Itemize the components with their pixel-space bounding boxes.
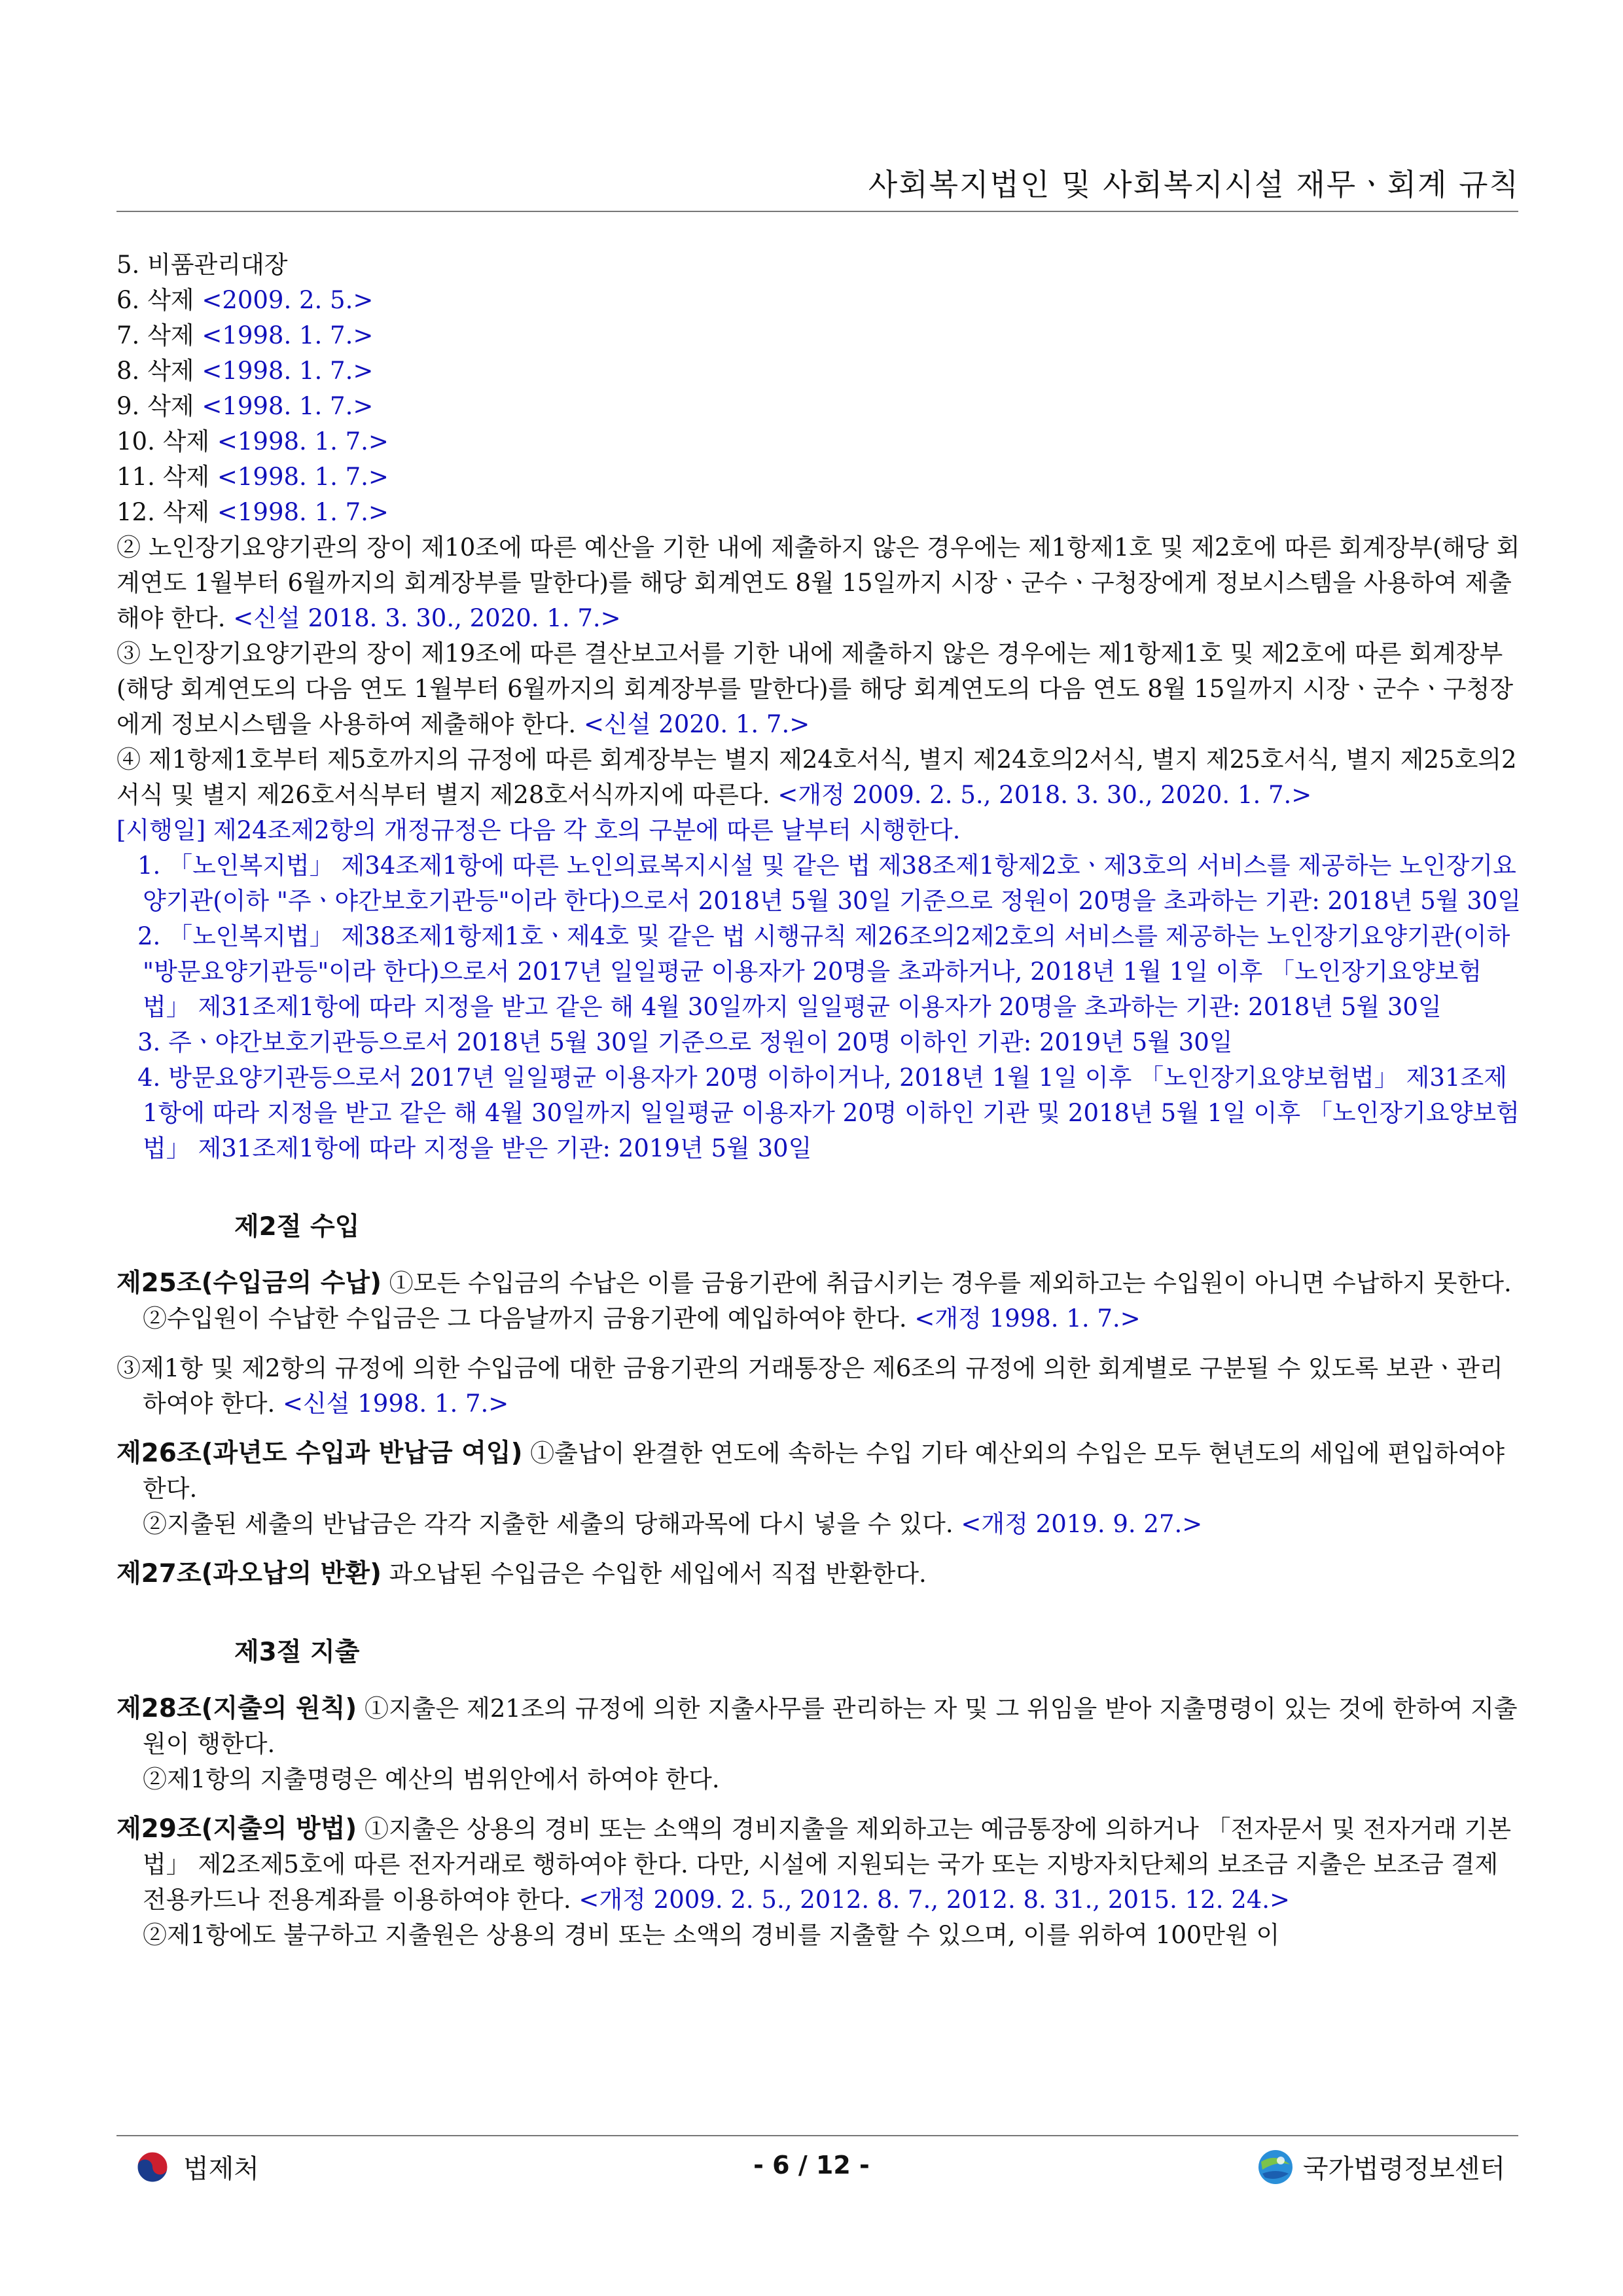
law-center-logo-icon xyxy=(1257,2149,1294,2185)
paragraph-3: ③ 노인장기요양기관의 장이 제19조에 따른 결산보고서를 기한 내에 제출하지 않은 경우에는 제1항제1호 및 제2호에 따른 회계장부(해당 회계연도의 다음 연도 1월부터 6월까지의 회계장부를 말한다)를 해당 회계연도의 다음 연도 8월 15일까지 시장ㆍ군수ㆍ구청장에게 정보시스템을 사용하여 제출해야 한다. <신설 2020. 1. 7.> xyxy=(116,639,1514,738)
amendment-note: <신설 2020. 1. 7.> xyxy=(583,710,810,738)
article-heading: 제27조(과오납의 반환) xyxy=(116,1559,382,1588)
article-paragraph: ③제1항 및 제2항의 규정에 의한 수입금에 대한 금융기관의 거래통장은 제6조의 규정에 의한 회계별로 구분될 수 있도록 보관ㆍ관리하여야 한다. <신설 1998. 1. 7.> xyxy=(116,1354,1503,1418)
enforcement-item: 4. 방문요양기관등으로서 2017년 일일평균 이용자가 20명 이하이거나, 2018년 1월 1일 이후 「노인장기요양보험법」 제31조제1항에 따라 지정을 받고 같은 해 4월 30일까지 일일평균 이용자가 20명 이하인 기관 및 2018년 5월 1일 이후 「노인장기요양보험법」 제31조제1항에 따라 지정을 받은 기관: 2019년 5월 30일 xyxy=(137,1064,1520,1162)
section-title: 제3절 지출 xyxy=(234,1638,360,1667)
article-25: 제25조(수입금의 수납) ①모든 수입금의 수납은 이를 금융기관에 취급시키는 경우를 제외하고는 수입원이 아니면 수납하지 못한다. xyxy=(116,1268,1512,1298)
article-29: 제29조(지출의 방법) ①지출은 상용의 경비 또는 소액의 경비지출을 제외하고는 예금통장에 의하거나 「전자문서 및 전자거래 기본법」 제2조제5호에 따른 전자거래로 행하여야 한다. 다만, 시설에 지원되는 국가 또는 지방자치단체의 보조금 지출은 보조금 결제 전용카드나 전용계좌를 이용하여야 한다. <개정 2009. 2. 5., 2012. 8. 7., 2012. 8. 31., 2015. 12. 24.> xyxy=(116,1814,1512,1914)
article-28: 제28조(지출의 원칙) ①지출은 제21조의 규정에 의한 지출사무를 관리하는 자 및 그 위임을 받아 지출명령이 있는 것에 한하여 지출원이 행한다. xyxy=(116,1694,1518,1758)
document-header-title: 사회복지법인 및 사회복지시설 재무ㆍ회계 규칙 xyxy=(868,167,1520,202)
footer-divider xyxy=(116,2135,1518,2136)
enforcement-date-title: [시행일] 제24조제2항의 개정규정은 다음 각 호의 구분에 따른 날부터 시행한다. xyxy=(116,816,961,844)
article-heading: 제28조(지출의 원칙) xyxy=(116,1694,357,1723)
amendment-note: <개정 2009. 2. 5., 2012. 8. 7., 2012. 8. 31., 2015. 12. 24.> xyxy=(579,1886,1291,1914)
amendment-note: <1998. 1. 7.> xyxy=(217,498,389,526)
paragraph-4: ④ 제1항제1호부터 제5호까지의 규정에 따른 회계장부는 별지 제24호서식, 별지 제24호의2서식, 별지 제25호서식, 별지 제25호의2서식 및 별지 제26호서식부터 별지 제28호서식까지에 따른다. <개정 2009. 2. 5., 2018. 3. 30., 2020. 1. 7.> xyxy=(116,745,1517,809)
paragraph-2: ② 노인장기요양기관의 장이 제10조에 따른 예산을 기한 내에 제출하지 않은 경우에는 제1항제1호 및 제2호에 따른 회계장부(해당 회계연도 1월부터 6월까지의 회계장부를 말한다)를 해당 회계연도 8월 15일까지 시장ㆍ군수ㆍ구청장에게 정보시스템을 사용하여 제출해야 한다. <신설 2018. 3. 30., 2020. 1. 7.> xyxy=(116,533,1520,632)
amendment-note: <1998. 1. 7.> xyxy=(217,463,389,491)
amendment-note: <개정 1998. 1. 7.> xyxy=(914,1304,1141,1333)
amendment-note: <2009. 2. 5.> xyxy=(202,286,374,314)
list-item: 7. 삭제 <1998. 1. 7.> xyxy=(116,321,374,350)
list-item: 9. 삭제 <1998. 1. 7.> xyxy=(116,392,374,420)
header-divider xyxy=(116,211,1518,212)
list-item: 8. 삭제 <1998. 1. 7.> xyxy=(116,357,374,385)
article-heading: 제29조(지출의 방법) xyxy=(116,1814,357,1844)
article-heading: 제25조(수입금의 수납) xyxy=(116,1268,382,1298)
article-paragraph: ②제1항의 지출명령은 예산의 범위안에서 하여야 한다. xyxy=(143,1765,720,1793)
enforcement-item: 1. 「노인복지법」 제34조제1항에 따른 노인의료복지시설 및 같은 법 제38조제1항제2호ㆍ제3호의 서비스를 제공하는 노인장기요양기관(이하 "주ㆍ야간보호기관등"이라 한다)으로서 2018년 5월 30일 기준으로 정원이 20명을 초과하는 기관: 2018년 5월 30일 xyxy=(137,852,1522,915)
document-body xyxy=(116,247,1522,1953)
list-item: 11. 삭제 <1998. 1. 7.> xyxy=(116,463,389,491)
footer-center-name: 국가법령정보센터 xyxy=(1302,2154,1505,2184)
article-heading: 제26조(과년도 수입과 반납금 여입) xyxy=(116,1439,523,1468)
amendment-note: <1998. 1. 7.> xyxy=(202,321,374,350)
amendment-note: <1998. 1. 7.> xyxy=(202,392,374,420)
section-title: 제2절 수입 xyxy=(234,1212,360,1242)
footer-right xyxy=(1257,2148,1505,2185)
amendment-note: <신설 2018. 3. 30., 2020. 1. 7.> xyxy=(233,604,621,632)
enforcement-item: 2. 「노인복지법」 제38조제1항제1호ㆍ제4호 및 같은 법 시행규칙 제26조의2제2호의 서비스를 제공하는 노인장기요양기관(이하 "방문요양기관등"이라 한다)으로서 2017년 일일평균 이용자가 20명을 초과하거나, 2018년 1월 1일 이후 「노인장기요양보험법」 제31조제1항에 따라 지정을 받고 같은 해 4월 30일까지 일일평균 이용자가 20명을 초과하는 기관: 2018년 5월 30일 xyxy=(137,922,1510,1021)
list-item: 10. 삭제 <1998. 1. 7.> xyxy=(116,427,389,456)
list-item: 5. 비품관리대장 xyxy=(116,251,288,279)
amendment-note: <1998. 1. 7.> xyxy=(217,427,389,456)
enforcement-item: 3. 주ㆍ야간보호기관등으로서 2018년 5월 30일 기준으로 정원이 20명 이하인 기관: 2019년 5월 30일 xyxy=(137,1028,1233,1056)
amendment-note: <개정 2019. 9. 27.> xyxy=(961,1510,1203,1538)
amendment-note: <1998. 1. 7.> xyxy=(202,357,374,385)
page-footer xyxy=(0,2148,1623,2194)
article-paragraph: ②지출된 세출의 반납금은 각각 지출한 세출의 당해과목에 다시 넣을 수 있다. <개정 2019. 9. 27.> xyxy=(143,1510,1203,1538)
article-27: 제27조(과오납의 반환) 과오납된 수입금은 수입한 세입에서 직접 반환한다. xyxy=(116,1559,927,1588)
amendment-note: <개정 2009. 2. 5., 2018. 3. 30., 2020. 1. 7.> xyxy=(777,781,1312,809)
article-26: 제26조(과년도 수입과 반납금 여입) ①출납이 완결한 연도에 속하는 수입 기타 예산외의 수입은 모두 현년도의 세입에 편입하여야 한다. xyxy=(116,1439,1505,1503)
amendment-note: <신설 1998. 1. 7.> xyxy=(283,1390,509,1418)
list-item: 12. 삭제 <1998. 1. 7.> xyxy=(116,498,389,526)
article-paragraph: ②제1항에도 불구하고 지출원은 상용의 경비 또는 소액의 경비를 지출할 수 있으며, 이를 위하여 100만원 이 xyxy=(143,1921,1280,1949)
footer-org-name: 법제처 xyxy=(183,2154,259,2184)
list-item: 6. 삭제 <2009. 2. 5.> xyxy=(116,286,374,314)
article-paragraph: ②수입원이 수납한 수입금은 그 다음날까지 금융기관에 예입하여야 한다. <개정 1998. 1. 7.> xyxy=(143,1304,1141,1333)
page-number: - 6 / 12 - xyxy=(753,2151,870,2179)
